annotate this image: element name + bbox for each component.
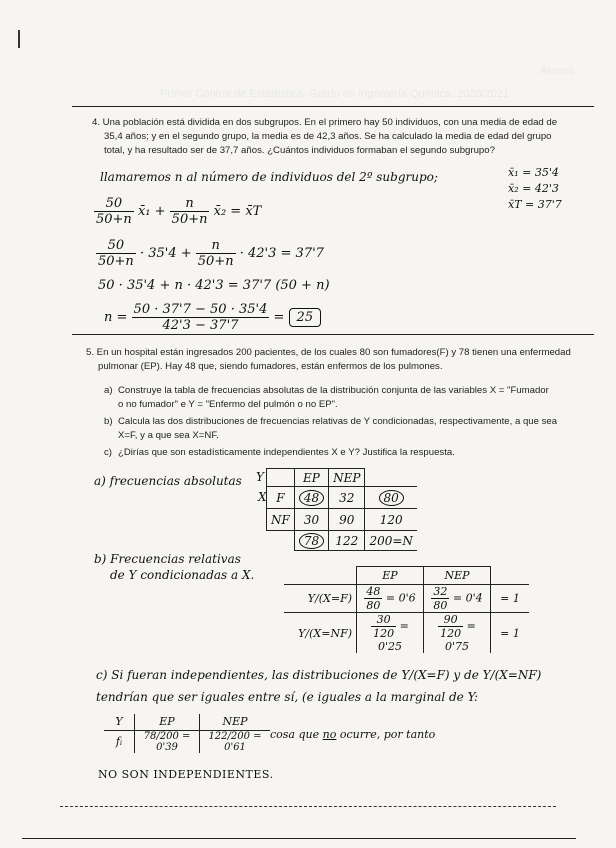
faded-label: Alumno [540,66,574,77]
p5-c-line-2: tendrían que ser iguales entre sí, (e iguales a la marginal de Y: [96,690,479,704]
p4-var-x1: x̄₁ = 35'4 [508,166,559,179]
margin-mark [18,30,20,48]
p4-step-3: 50 · 35'4 + n · 42'3 = 37'7 (50 + n) [98,278,330,293]
p4-var-xt: x̄T = 37'7 [508,198,562,211]
p5-a-heading: a) frecuencias absolutas [94,474,242,488]
p5-c-conclusion: NO SON INDEPENDIENTES. [98,768,274,781]
p5-c-line-1: c) Si fueran independientes, las distribuciones de Y/(X=F) y de Y/(X=NF) [96,668,542,682]
faded-title: Primer Control de Estadística. Grado en Ingeniería Química. 2020/2021 [160,88,510,100]
table-a-axis-x: X [258,490,267,504]
table-a-axis-y: Y [256,470,264,484]
part-a: a) Construye la tabla de frecuencias absolutas de la distribución conjunta de las variables X = "Fumador o no fumador" e Y = "Enfermo del pulmón o no EP". [104,385,549,410]
p4-step-2: $\frac{50}{50+n}$ · 35'4 + $\frac{n}{50+n}$ · 42'3 = 37'7 [98,238,324,269]
p4-var-x2: x̄₂ = 42'3 [508,182,559,195]
p5-c-note: cosa que no ocurre, por tanto [270,728,436,741]
p4-step-1: $\frac{50}{50+n}$ x̄₁ + $\frac{n}{50+n}$ x̄₂ = x̄T [96,196,262,227]
p4-intro: llamaremos n al número de individuos del 2º subgrupo; [100,170,438,184]
part-b: b) Calcula las dos distribuciones de frecuencias relativas de Y condicionadas, respectivamente, a que sea X=F, y a que sea X=NF. [104,416,558,441]
top-divider [72,106,594,107]
mid-divider [72,334,594,335]
part-c: c) ¿Dirías que son estadísticamente independientes X e Y? Justifica la respuesta. [104,447,455,458]
table-c: Y EP NEP fᵢ 78/200 = 0'39 122/200 = 0'61 [104,714,270,753]
bottom-divider [60,806,556,807]
page-edge-line [22,838,576,839]
problem-5-statement: 5. En un hospital están ingresados 200 pacientes, de los cuales 80 son fumadores(F) y 78 tienen una enfermedad pulmonar (EP). Hay 48 que, siendo fumadores, están enfermos de los pulmones. [86,347,571,372]
table-b: EP NEP Y/(X=F) $\frac{48}{80}$ = 0'6 $\frac{32}{80}$ = 0'4 = 1 Y/(X=NF) $\frac{30}{120}$ = 0'25 $\frac{90}{120}$ = 0'75 = 1 [284,566,529,653]
p5-b-heading-1: b) Frecuencias relativas [94,552,241,566]
p4-answer-box: 25 [289,308,322,327]
table-a: EP NEP F 48 32 80 NF 30 90 120 78 122 200=N [266,468,417,551]
problem-4-statement: 4. Una población está dividida en dos subgrupos. En el primero hay 50 individuos, con una media de edad de 35,4 años; y en el segundo grupo, la media es de 42,3 años. Se ha calculado la media de edad del grupo total, y ha resultado ser de 37,7 años. ¿Cuántos individuos formaban el segundo subgrupo? [92,117,558,156]
problem-5-parts [104,384,584,460]
p5-b-heading-2: de Y condicionadas a X. [110,568,255,582]
p4-step-4: n = $\frac{50 \cdot 37'7 - 50 \cdot 35'4}{42'3 - 37'7}$ = 25 [104,302,321,333]
